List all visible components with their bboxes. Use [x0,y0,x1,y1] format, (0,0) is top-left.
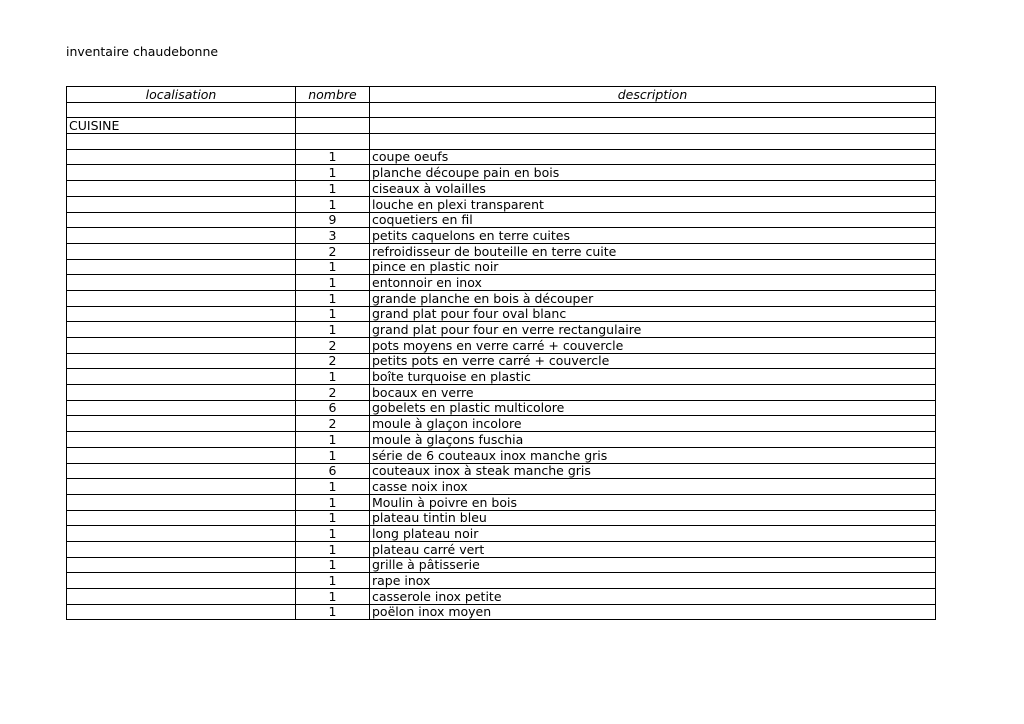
inventory-table [66,86,936,620]
description-cell: boîte turquoise en plastic [370,369,936,385]
nombre-cell: 1 [296,290,370,306]
localisation-cell [67,212,296,228]
nombre-cell: 2 [296,385,370,401]
empty-cell [296,134,370,150]
table-row [67,432,936,448]
nombre-cell: 1 [296,557,370,573]
localisation-cell [67,541,296,557]
localisation-cell [67,385,296,401]
nombre-cell: 1 [296,526,370,542]
table-row [67,510,936,526]
header-localisation: localisation [67,87,296,103]
table-row [67,181,936,197]
description-cell: coquetiers en fil [370,212,936,228]
nombre-cell: 6 [296,400,370,416]
nombre-cell: 9 [296,212,370,228]
table-row [67,369,936,385]
nombre-cell: 1 [296,369,370,385]
nombre-cell: 2 [296,353,370,369]
localisation-cell [67,196,296,212]
localisation-cell [67,259,296,275]
nombre-cell: 1 [296,589,370,605]
localisation-cell [67,149,296,165]
localisation-cell [67,353,296,369]
table-row [67,228,936,244]
table-row [67,494,936,510]
section-label: CUISINE [67,118,296,134]
description-cell: refroidisseur de bouteille en terre cuite [370,243,936,259]
header-row [67,87,936,103]
description-cell: Moulin à poivre en bois [370,494,936,510]
table-row [67,385,936,401]
table-row [67,400,936,416]
empty-cell [370,134,936,150]
description-cell: plateau tintin bleu [370,510,936,526]
table-row [67,275,936,291]
nombre-cell: 1 [296,149,370,165]
nombre-cell: 1 [296,322,370,338]
description-cell: louche en plexi transparent [370,196,936,212]
nombre-cell: 2 [296,243,370,259]
nombre-cell: 1 [296,259,370,275]
localisation-cell [67,604,296,620]
table-row [67,541,936,557]
table-row [67,526,936,542]
empty-cell [296,118,370,134]
localisation-cell [67,589,296,605]
localisation-cell [67,494,296,510]
description-cell: grande planche en bois à découper [370,290,936,306]
localisation-cell [67,369,296,385]
table-row [67,196,936,212]
inventory-body [67,102,936,620]
nombre-cell: 1 [296,604,370,620]
localisation-cell [67,573,296,589]
localisation-cell [67,557,296,573]
document-title: inventaire chaudebonne [66,44,219,59]
nombre-cell: 1 [296,306,370,322]
localisation-cell [67,338,296,354]
localisation-cell [67,510,296,526]
localisation-cell [67,447,296,463]
localisation-cell [67,165,296,181]
nombre-cell: 2 [296,416,370,432]
description-cell: coupe oeufs [370,149,936,165]
localisation-cell [67,306,296,322]
header-nombre: nombre [296,87,370,103]
localisation-cell [67,463,296,479]
table-row [67,338,936,354]
table-row [67,259,936,275]
description-cell: grand plat pour four oval blanc [370,306,936,322]
table-row [67,463,936,479]
localisation-cell [67,416,296,432]
table-row [67,243,936,259]
description-cell: couteaux inox à steak manche gris [370,463,936,479]
localisation-cell [67,526,296,542]
description-cell: casse noix inox [370,479,936,495]
table-row [67,306,936,322]
localisation-cell [67,228,296,244]
nombre-cell: 1 [296,181,370,197]
description-cell: moule à glaçon incolore [370,416,936,432]
description-cell: gobelets en plastic multicolore [370,400,936,416]
table-row [67,165,936,181]
localisation-cell [67,322,296,338]
table-row [67,212,936,228]
table-row [67,479,936,495]
empty-cell [67,102,296,118]
nombre-cell: 1 [296,479,370,495]
nombre-cell: 1 [296,432,370,448]
nombre-cell: 1 [296,541,370,557]
empty-cell [67,134,296,150]
description-cell: petits caquelons en terre cuites [370,228,936,244]
empty-cell [370,118,936,134]
description-cell: poëlon inox moyen [370,604,936,620]
nombre-cell: 1 [296,165,370,181]
header-description: description [370,87,936,103]
nombre-cell: 1 [296,494,370,510]
description-cell: grille à pâtisserie [370,557,936,573]
section-row [67,118,936,134]
description-cell: casserole inox petite [370,589,936,605]
nombre-cell: 3 [296,228,370,244]
description-cell: plateau carré vert [370,541,936,557]
empty-cell [370,102,936,118]
description-cell: bocaux en verre [370,385,936,401]
localisation-cell [67,181,296,197]
nombre-cell: 2 [296,338,370,354]
table-row [67,416,936,432]
description-cell: pince en plastic noir [370,259,936,275]
description-cell: série de 6 couteaux inox manche gris [370,447,936,463]
table-row [67,149,936,165]
table-row [67,353,936,369]
table-row [67,589,936,605]
empty-row [67,102,936,118]
nombre-cell: 1 [296,510,370,526]
table-row [67,322,936,338]
table-row [67,447,936,463]
empty-cell [296,102,370,118]
description-cell: rape inox [370,573,936,589]
table-row [67,604,936,620]
nombre-cell: 1 [296,196,370,212]
localisation-cell [67,243,296,259]
nombre-cell: 1 [296,447,370,463]
localisation-cell [67,479,296,495]
description-cell: planche découpe pain en bois [370,165,936,181]
empty-row [67,134,936,150]
localisation-cell [67,275,296,291]
description-cell: grand plat pour four en verre rectangulaire [370,322,936,338]
localisation-cell [67,290,296,306]
table-row [67,290,936,306]
localisation-cell [67,400,296,416]
localisation-cell [67,432,296,448]
description-cell: pots moyens en verre carré + couvercle [370,338,936,354]
description-cell: petits pots en verre carré + couvercle [370,353,936,369]
table-row [67,557,936,573]
description-cell: ciseaux à volailles [370,181,936,197]
description-cell: long plateau noir [370,526,936,542]
description-cell: moule à glaçons fuschia [370,432,936,448]
nombre-cell: 1 [296,275,370,291]
table-row [67,573,936,589]
description-cell: entonnoir en inox [370,275,936,291]
nombre-cell: 6 [296,463,370,479]
nombre-cell: 1 [296,573,370,589]
